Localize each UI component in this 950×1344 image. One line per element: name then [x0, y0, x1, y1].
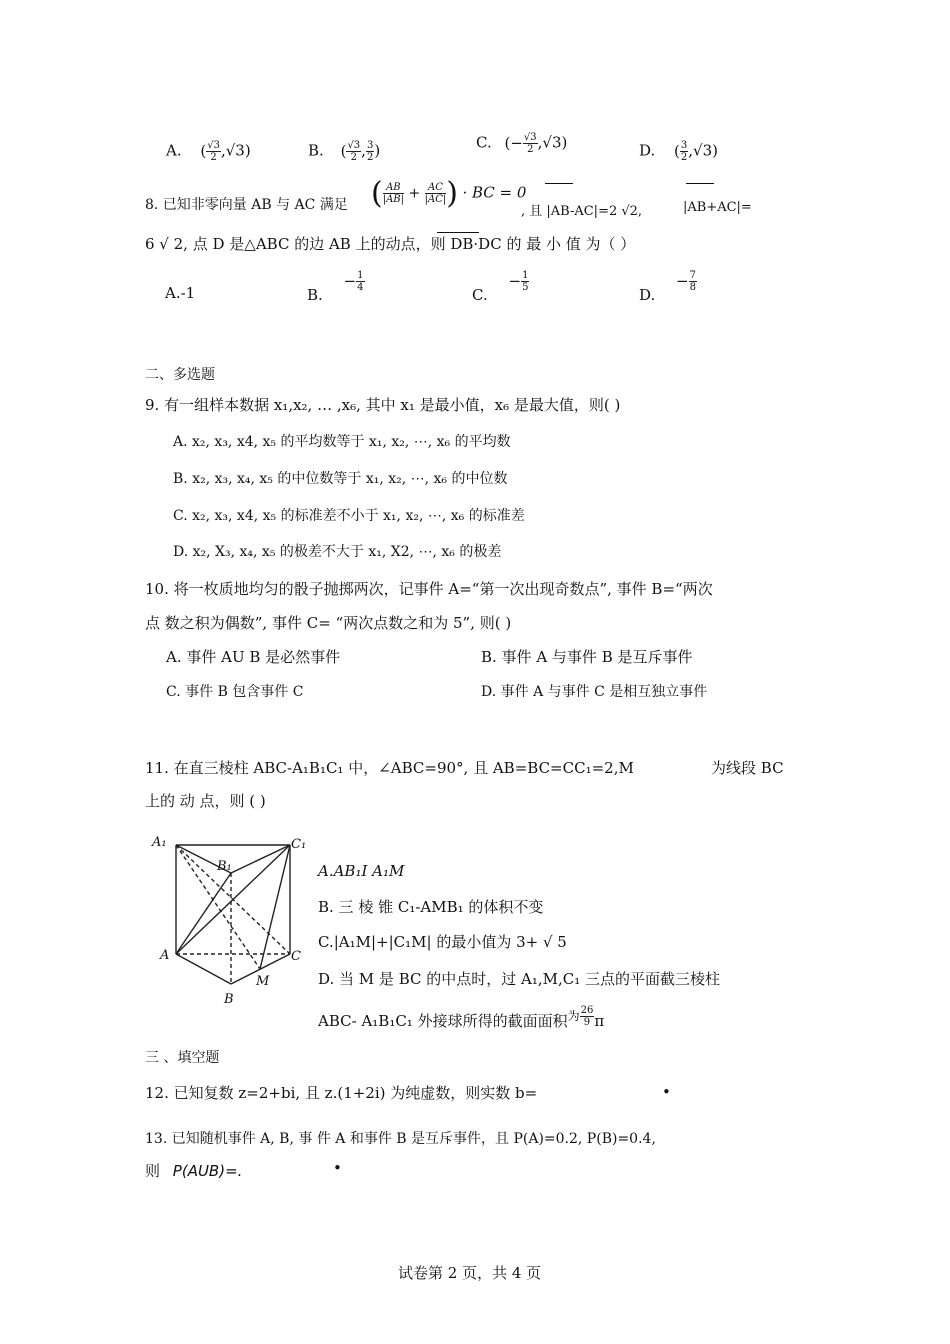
q11-d2-pi: π: [594, 1012, 605, 1030]
q13-expression: P(AUB)=.: [172, 1162, 243, 1180]
q8-frac2-den: |AC|: [424, 194, 447, 205]
q11-option-c: C.|A₁M|+|C₁M| 的最小值为 3+ √ 5: [318, 933, 567, 951]
q7-c-num: √3: [523, 132, 537, 143]
section-title-fill-blank: 三 、填空题: [145, 1050, 220, 1066]
q11-stem-line1-end: 为线段 BC: [711, 759, 784, 777]
prism-diagram: [150, 826, 315, 1011]
label-b: B: [224, 992, 234, 1007]
label-a: A: [160, 948, 170, 963]
q7-b-den: 2: [350, 152, 357, 163]
q7-option-b-frac1: [346, 140, 361, 163]
q8-option-d-label: D.: [639, 285, 656, 304]
q7-d-den: 2: [680, 152, 688, 163]
q7-option-c-frac: [523, 132, 538, 155]
q8-option-d: [639, 270, 697, 304]
q8-frac2: [425, 182, 447, 205]
q13-stem-line1: 13. 已知随机事件 A, B, 事 件 A 和事件 B 是互斥事件，且 P(A)=0.2, P(B)=0.4,: [145, 1131, 656, 1147]
q8-option-d-minus: −: [676, 271, 689, 290]
q8-d-den: 8: [689, 282, 696, 293]
edge-b1-c1: [231, 845, 290, 873]
page-footer: 试卷第 2 页，共 4 页: [398, 1264, 542, 1282]
q7-b-comma: ,: [361, 141, 366, 160]
q7-a-den: 2: [210, 152, 217, 163]
q10-stem-line1: 10. 将一枚质地均匀的骰子抛掷两次，记事件 A=“第一次出现奇数点”, 事件 B=“两次: [145, 580, 713, 598]
q11-option-d: D. 当 M 是 BC 的中点时，过 A₁,M,C₁ 三点的平面截三棱柱: [318, 970, 721, 988]
q11-d2-text: ABC- A₁B₁C₁ 外接球所得的截面面积: [318, 1012, 568, 1030]
label-b1: B₁: [217, 859, 232, 874]
q13-answer-dot: •: [333, 1159, 342, 1177]
q8-right-paren: ): [446, 176, 459, 211]
q8-option-c-label: C.: [472, 285, 488, 304]
q8-c-num: 1: [522, 270, 529, 281]
q8-frac1-num: AB: [383, 182, 404, 194]
q8-vector-expression: [371, 176, 526, 211]
q11-d2-den: 9: [583, 1016, 591, 1028]
q10-stem-line2: 点 数之积为偶数”, 事件 C= “两次点数之和为 5”, 则( ): [145, 614, 512, 632]
q7-option-b: [308, 140, 380, 163]
q8-prefix: 8. 已知非零向量 AB 与 AC 满足: [145, 197, 348, 213]
q8-option-c-frac: [521, 270, 529, 293]
q8-d-num: 7: [689, 270, 696, 281]
q7-option-a: [166, 140, 251, 163]
q7-c-rest: ,√3): [537, 133, 568, 152]
label-c1: C₁: [291, 837, 307, 852]
q11-option-b: B. 三 棱 锥 C₁-AMB₁ 的体积不变: [318, 898, 544, 916]
q11-d2-wei: 为: [567, 1009, 580, 1023]
q8-left-paren: (: [371, 176, 383, 211]
q8-overline-1: [545, 183, 573, 184]
segment-c1-m: [260, 845, 290, 969]
q7-c-den: 2: [527, 144, 534, 155]
q8-overline-2: [686, 183, 714, 184]
q7-option-a-lparen: (: [200, 141, 207, 160]
q8-b-den: 4: [357, 282, 364, 293]
q7-b-num: √3: [347, 140, 361, 151]
q11-d2-num: 26: [580, 1004, 594, 1016]
q11-stem-line2: 上的 动 点，则 ( ): [145, 792, 266, 810]
q8-line2: 6 √ 2, 点 D 是△ABC 的边 AB 上的动点，则 DB·DC 的 最 小 值 为（ ）: [145, 235, 636, 253]
q8-option-d-frac: [689, 270, 697, 293]
q7-a-num: √3: [207, 140, 220, 151]
q10-option-b: B. 事件 A 与事件 B 是互斥事件: [481, 648, 693, 666]
q8-option-b-minus: −: [343, 271, 357, 290]
q7-b-den2: 2: [366, 152, 374, 163]
q9-option-c: C. x₂, x₃, x4, x₅ 的标准差不小于 x₁, x₂, ⋯, x₆ 的标准差: [173, 508, 525, 524]
q8-plus: +: [408, 185, 421, 202]
q8-option-b: [307, 270, 365, 304]
q8-option-b-label: B.: [307, 285, 323, 304]
q7-d-lparen: (: [674, 141, 680, 160]
q8-option-c-minus: −: [508, 271, 522, 290]
q8-condition: , 且 |AB-AC|=2 √2,: [521, 204, 643, 219]
q13-stem-line2: [145, 1160, 242, 1181]
q8-c-den: 5: [522, 282, 529, 293]
q9-option-b: B. x₂, x₃, x₄, x₅ 的中位数等于 x₁, x₂, ⋯, x₆ 的中位数: [173, 471, 508, 487]
q8-dot-bc: · BC = 0: [462, 183, 527, 202]
q8-frac2-num: AC: [425, 182, 447, 194]
q8-option-b-frac: [356, 270, 364, 293]
q7-d-num: 3: [680, 140, 688, 151]
q7-b-rparen: ): [374, 141, 381, 160]
q9-stem: 9. 有一组样本数据 x₁,x₂, … ,x₆, 其中 x₁ 是最小值，x₆ 是最大值，则( ): [145, 396, 621, 414]
q10-option-c: C. 事件 B 包含事件 C: [166, 684, 304, 700]
q10-option-d: D. 事件 A 与事件 C 是相互独立事件: [481, 684, 708, 700]
q7-option-c: [476, 132, 567, 155]
q8-option-c: [472, 270, 529, 304]
q7-option-a-label: A.: [166, 141, 182, 160]
q11-d2-frac: [580, 1005, 595, 1028]
q12-stem: 12. 已知复数 z=2+bi, 且 z.(1+2i) 为纯虚数，则实数 b=: [145, 1084, 538, 1102]
q7-c-lparen: (−: [504, 133, 523, 152]
q11-stem-line1: 11. 在直三棱柱 ABC-A₁B₁C₁ 中，∠ABC=90°, 且 AB=BC=CC₁=2,M: [145, 759, 634, 777]
q7-d-rest: ,√3): [688, 141, 719, 160]
q7-b-lparen: (: [340, 141, 347, 160]
q9-option-a: A. x₂, x₃, x4, x₅ 的平均数等于 x₁, x₂, ⋯, x₆ 的平均数: [173, 434, 511, 450]
label-a1: A₁: [152, 835, 167, 850]
q11-option-d-line2: [318, 1004, 605, 1034]
label-c: C: [291, 949, 301, 964]
q8-option-a: A.-1: [165, 284, 196, 302]
q8-frac1: [383, 182, 404, 205]
q13-prefix: 则: [145, 1162, 161, 1180]
q7-option-a-frac: [206, 140, 221, 163]
q7-option-b-label: B.: [308, 141, 324, 160]
q8-condition-end: |AB+AC|=: [683, 200, 752, 215]
q11-option-a: A.AB₁I A₁M: [318, 862, 405, 880]
q7-b-num2: 3: [366, 140, 374, 151]
edge-a-b: [176, 954, 231, 984]
segment-a-b1: [176, 873, 231, 954]
q10-option-a: A. 事件 AU B 是必然事件: [166, 648, 341, 666]
q8-frac1-den: |AB|: [382, 194, 405, 205]
q12-answer-dot: •: [662, 1083, 671, 1101]
q7-option-a-rest: ,√3): [220, 141, 251, 160]
q7-option-c-label: C.: [476, 133, 492, 152]
label-m: M: [256, 974, 270, 989]
q7-option-d: [639, 140, 718, 163]
q8-b-num: 1: [357, 270, 364, 281]
q9-option-d: D. x₂, X₃, x₄, x₅ 的极差不大于 x₁, X2, ⋯, x₆ 的极差: [173, 544, 502, 560]
q7-option-d-label: D.: [639, 141, 656, 160]
section-title-multiple-choice: 二、多选题: [145, 367, 215, 383]
